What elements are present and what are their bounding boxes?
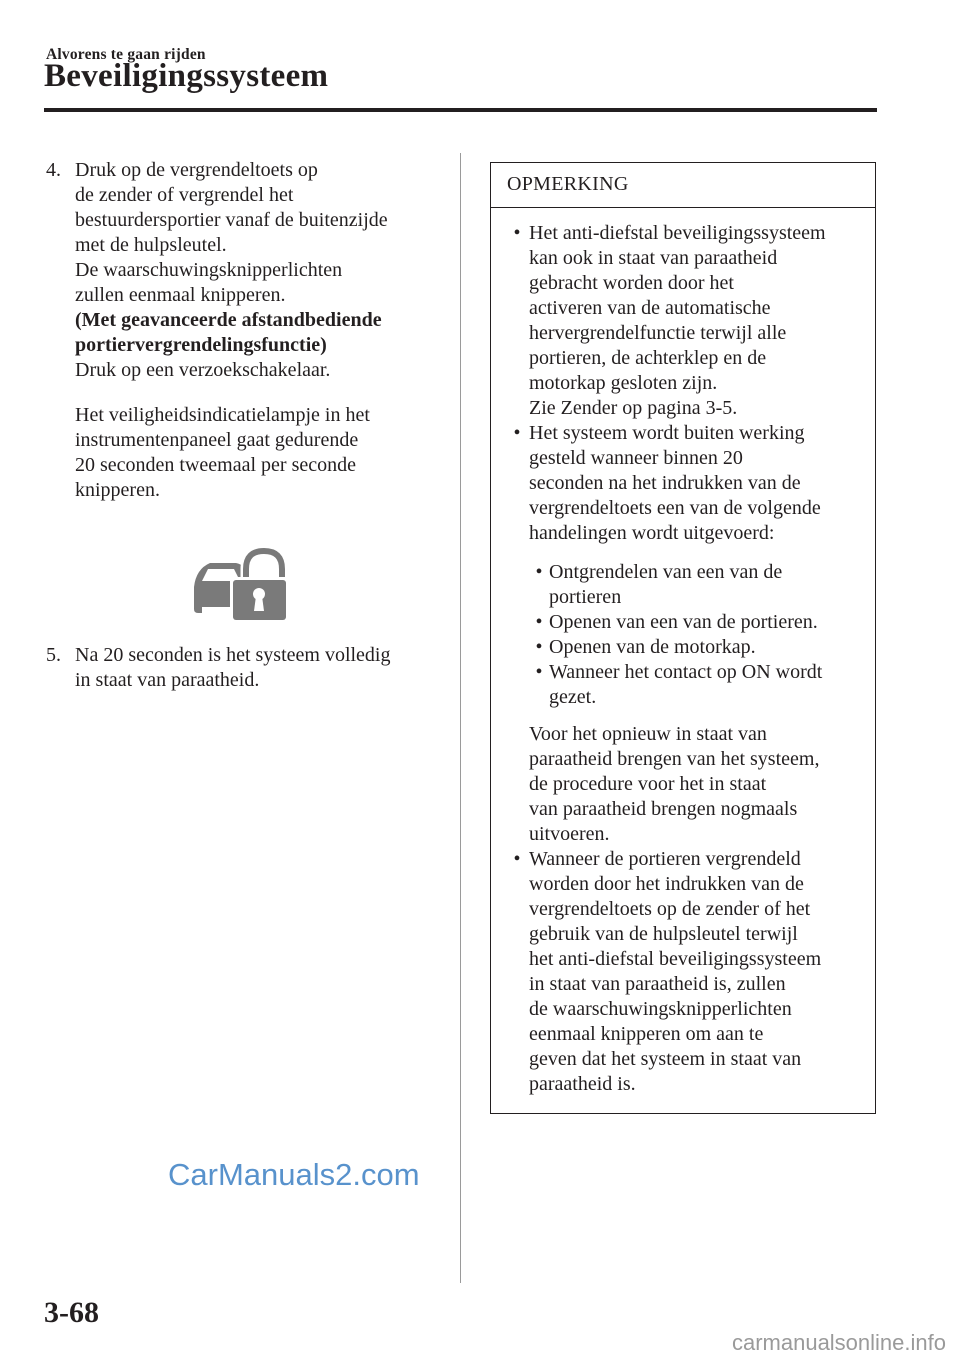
text-line: zullen eenmaal knipperen. bbox=[75, 284, 286, 306]
text-line: portieren, de achterklep en de bbox=[529, 347, 767, 369]
left-column bbox=[46, 158, 446, 693]
text-line: Wanneer het contact op ON wordt bbox=[549, 661, 823, 683]
sub-bullet bbox=[529, 610, 865, 635]
note-box bbox=[490, 162, 876, 1114]
text-line: kan ook in staat van paraatheid bbox=[529, 247, 778, 269]
bullet-marker: • bbox=[535, 661, 543, 683]
bullet-marker: • bbox=[535, 636, 543, 658]
text-line: geven dat het systeem in staat van bbox=[529, 1048, 802, 1070]
text-line: Voor het opnieuw in staat van bbox=[529, 723, 767, 745]
text-line: in staat van paraatheid is, zullen bbox=[529, 973, 786, 995]
bullet-text bbox=[549, 660, 865, 710]
security-indicator-icon bbox=[192, 547, 288, 621]
step-number: 4. bbox=[46, 159, 61, 181]
sub-bullet bbox=[529, 660, 865, 710]
text-line: handelingen wordt uitgevoerd: bbox=[529, 522, 775, 544]
footer-site-link[interactable]: carmanualsonline.info bbox=[731, 1330, 946, 1355]
text-line: instrumentenpaneel gaat gedurende bbox=[75, 429, 359, 451]
text-line: Openen van de motorkap. bbox=[549, 636, 756, 658]
step-4 bbox=[46, 158, 446, 503]
text-line: Openen van een van de portieren. bbox=[549, 611, 818, 633]
text-line: gebruik van de hulpsleutel terwijl bbox=[529, 923, 798, 945]
text-line: Het veiligheidsindicatielampje in het bbox=[75, 404, 370, 426]
text-line: activeren van de automatische bbox=[529, 297, 771, 319]
text-line: het anti-diefstal beveiligingssysteem bbox=[529, 948, 822, 970]
bullet-text bbox=[549, 610, 865, 635]
text-line: motorkap gesloten zijn. bbox=[529, 372, 718, 394]
bold-line: (Met geavanceerde afstandbediende bbox=[75, 309, 382, 331]
text-line: gebracht worden door het bbox=[529, 272, 734, 294]
note-bullet bbox=[505, 221, 865, 421]
text-line: de waarschuwingsknipperlichten bbox=[529, 998, 792, 1020]
note-title: OPMERKING bbox=[507, 173, 629, 195]
text-line: van paraatheid brengen nogmaals bbox=[529, 798, 798, 820]
note-bullet bbox=[505, 421, 865, 546]
text-line: De waarschuwingsknipperlichten bbox=[75, 259, 343, 281]
sub-list bbox=[529, 560, 865, 710]
bullet-marker: • bbox=[535, 561, 543, 583]
text-line: bestuurdersportier vanaf de buitenzijde bbox=[75, 209, 388, 231]
text-line: uitvoeren. bbox=[529, 823, 610, 845]
text-line: paraatheid is. bbox=[529, 1073, 636, 1095]
text-line: Druk op een verzoekschakelaar. bbox=[75, 359, 331, 381]
text-line: seconden na het indrukken van de bbox=[529, 472, 801, 494]
bullet-marker: • bbox=[513, 848, 521, 870]
text-line: portieren bbox=[549, 586, 622, 608]
step-body bbox=[75, 643, 446, 693]
bullet-text bbox=[529, 847, 865, 1097]
column-divider bbox=[460, 153, 461, 1283]
note-paragraph bbox=[529, 722, 865, 847]
text-line: gezet. bbox=[549, 686, 597, 708]
text-line: vergrendeltoets op de zender of het bbox=[529, 898, 811, 920]
bullet-text bbox=[529, 221, 865, 421]
note-body bbox=[505, 221, 865, 1097]
header-rule bbox=[44, 108, 877, 112]
text-line: de zender of vergrendel het bbox=[75, 184, 294, 206]
text-line: Zie Zender op pagina 3-5. bbox=[529, 397, 738, 419]
bold-line: portiervergrendelingsfunctie) bbox=[75, 334, 327, 356]
text-line: Het systeem wordt buiten werking bbox=[529, 422, 805, 444]
page-title: Beveiligingssysteem bbox=[44, 58, 329, 94]
sub-bullet bbox=[529, 560, 865, 610]
text-line: Ontgrendelen van een van de bbox=[549, 561, 783, 583]
text-line: knipperen. bbox=[75, 479, 160, 501]
text-line: Wanneer de portieren vergrendeld bbox=[529, 848, 801, 870]
page-number: 3-68 bbox=[44, 1296, 99, 1329]
bullet-text bbox=[549, 560, 865, 610]
text-line: vergrendeltoets een van de volgende bbox=[529, 497, 821, 519]
watermark: CarManuals2.com bbox=[168, 1157, 420, 1192]
bullet-text bbox=[529, 421, 865, 546]
text-line: gesteld wanneer binnen 20 bbox=[529, 447, 743, 469]
note-rule bbox=[491, 207, 875, 208]
step-5 bbox=[46, 643, 446, 693]
sub-bullet bbox=[529, 635, 865, 660]
text-line: hervergrendelfunctie terwijl alle bbox=[529, 322, 787, 344]
step-body bbox=[75, 158, 446, 503]
section-label: Alvorens te gaan rijden bbox=[46, 46, 206, 63]
bullet-marker: • bbox=[513, 422, 521, 444]
note-bullet bbox=[505, 847, 865, 1097]
text-line: in staat van paraatheid. bbox=[75, 669, 260, 691]
text-line: eenmaal knipperen om aan te bbox=[529, 1023, 764, 1045]
text-line: 20 seconden tweemaal per seconde bbox=[75, 454, 356, 476]
text-line: Na 20 seconden is het systeem volledig bbox=[75, 644, 391, 666]
step-number: 5. bbox=[46, 644, 61, 666]
bullet-marker: • bbox=[513, 222, 521, 244]
text-line: Het anti-diefstal beveiligingssysteem bbox=[529, 222, 826, 244]
text-line: de procedure voor het in staat bbox=[529, 773, 767, 795]
text-line: met de hulpsleutel. bbox=[75, 234, 227, 256]
text-line: Druk op de vergrendeltoets op bbox=[75, 159, 318, 181]
bullet-text bbox=[549, 635, 865, 660]
bullet-marker: • bbox=[535, 611, 543, 633]
text-line: worden door het indrukken van de bbox=[529, 873, 804, 895]
text-line: paraatheid brengen van het systeem, bbox=[529, 748, 820, 770]
